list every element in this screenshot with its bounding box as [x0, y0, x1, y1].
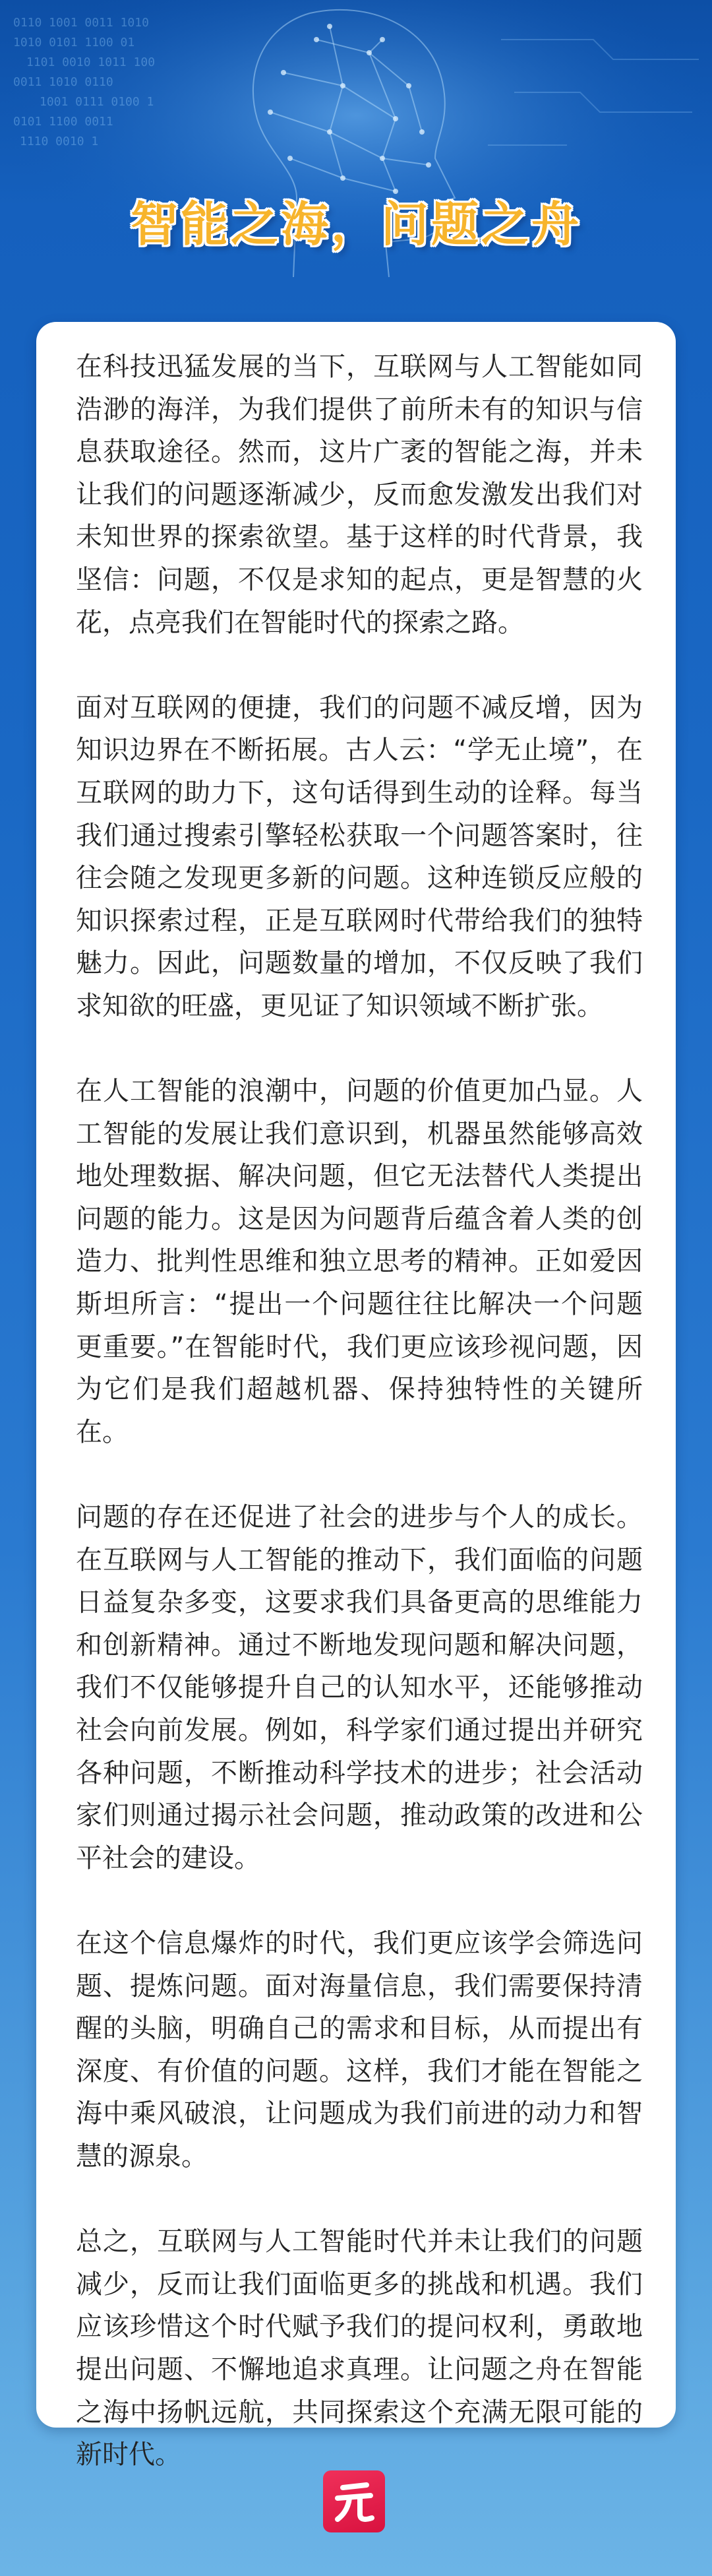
tech-head-decoration-icon — [0, 0, 712, 330]
article-card — [36, 322, 676, 2470]
svg-text:0101 1100 0011: 0101 1100 0011 — [13, 115, 113, 129]
svg-text:1101 0010 1011 100: 1101 0010 1011 100 — [26, 55, 156, 69]
yuan-logo-icon — [323, 2470, 385, 2532]
svg-text:1010 0101 1100 01: 1010 0101 1100 01 — [13, 36, 135, 49]
paragraph: 在这个信息爆炸的时代，我们更应该学会筛选问题、提炼问题。面对海量信息，我们需要保持清醒的头脑，明确自己的需求和目标，从而提出有深度、有价值的问题。这样，我们才能在智能之海中乘风破浪，让问题成为我们前进的动力和智慧的源泉。 — [76, 1928, 643, 2172]
article-body — [76, 346, 643, 2519]
paragraph: 面对互联网的便捷，我们的问题不减反增，因为知识边界在不断拓展。古人云：“学无止境”，在互联网的助力下，这句话得到生动的诠释。每当我们通过搜索引擎轻松获取一个问题答案时，往往会随之发现更多新的问题。这种连锁反应般的知识探索过程，正是互联网时代带给我们的独特魅力。因此，问题数量的增加，不仅反映了我们求知欲的旺盛，更见证了知识领域不断扩张。 — [76, 692, 643, 1021]
page-title: 智能之海，问题之舟 — [130, 197, 581, 252]
svg-text:0110 1001 0011 1010: 0110 1001 0011 1010 — [13, 16, 149, 30]
paragraph: 在人工智能的浪潮中，问题的价值更加凸显。人工智能的发展让我们意识到，机器虽然能够高效地处理数据、解决问题，但它无法替代人类提出问题的能力。这是因为问题背后蕴含着人类的创造力、批判性思维和独立思考的精神。正如爱因斯坦所言：“提出一个问题往往比解决一个问题更重要。”在智能时代，我们更应该珍视问题，因为它们是我们超越机器、保持独特性的关键所在。 — [76, 1076, 643, 1447]
header-background — [0, 0, 712, 330]
paragraph: 问题的存在还促进了社会的进步与个人的成长。在互联网与人工智能的推动下，我们面临的问题日益复杂多变，这要求我们具备更高的思维能力和创新精神。通过不断地发现问题和解决问题，我们不仅能够提升自己的认知水平，还能够推动社会向前发展。例如，科学家们通过提出并研究各种问题，不断推动科学技术的进步；社会活动家们则通过揭示社会问题，推动政策的改进和公平社会的建设。 — [76, 1502, 643, 1873]
svg-text:0011 1010 0110: 0011 1010 0110 — [13, 75, 113, 89]
paragraph: 在科技迅猛发展的当下，互联网与人工智能如同浩渺的海洋，为我们提供了前所未有的知识与信息获取途径。然而，这片广袤的智能之海，并未让我们的问题逐渐减少，反而愈发激发出我们对未知世界的探索欲望。基于这样的时代背景，我坚信：问题，不仅是求知的起点，更是智慧的火花，点亮我们在智能时代的探索之路。 — [76, 352, 643, 638]
svg-text:1001 0111 0100 1: 1001 0111 0100 1 — [40, 95, 154, 109]
svg-text:1110 0010 1: 1110 0010 1 — [20, 135, 99, 148]
paragraph: 总之，互联网与人工智能时代并未让我们的问题减少，反而让我们面临更多的挑战和机遇。我们应该珍惜这个时代赋予我们的提问权利，勇敢地提出问题、不懈地追求真理。让问题之舟在智能之海中扬帆远航，共同探索这个充满无限可能的新时代。 — [76, 2226, 643, 2470]
